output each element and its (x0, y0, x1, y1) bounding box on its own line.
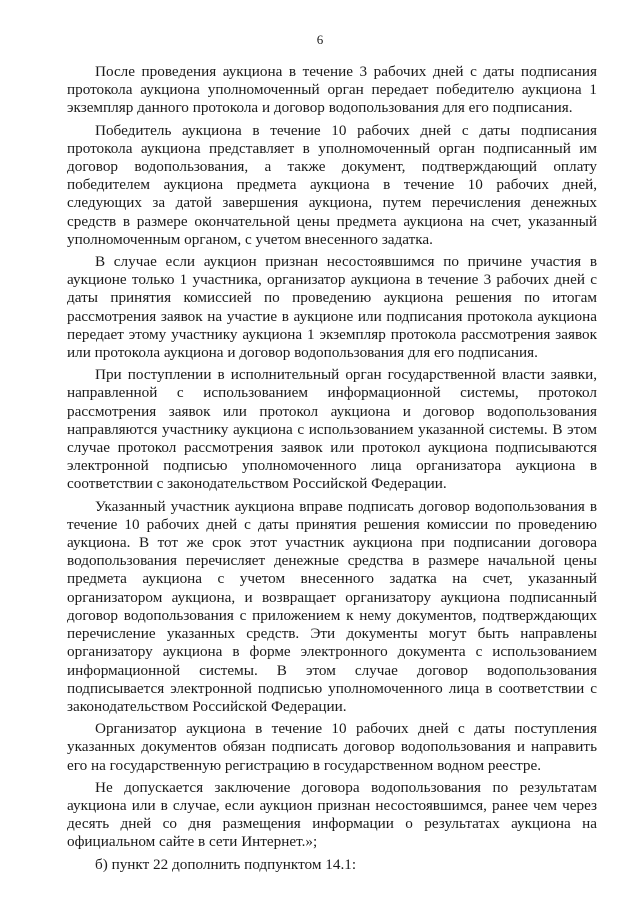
paragraph-4: При поступлении в исполнительный орган государственной власти заявки, направленной с использованием информационной системы, протокол рассмотрения заявок или протокол аукциона и договор водопользования направляются участнику аукциона с использованием указанной системы. В этом случае протокол рассмотрения заявок или протокол аукциона подписываются электронной подписью уполномоченного лица организатора аукциона в соответствии с законодательством Российской Федерации. (67, 366, 597, 493)
paragraph-5: Указанный участник аукциона вправе подписать договор водопользования в течение 10 рабочих дней с даты принятия решения комиссии по проведению аукциона. В тот же срок этот участник аукциона при подписании договора водопользования перечисляет денежные средства в размере начальной цены предмета аукциона с учетом внесенного задатка на счет, указанный организатором аукциона, и возвращает организатору аукциона подписанный договор водопользования с приложением к нему документов, подтверждающих перечисление указанных средств. Эти документы могут быть направлены организатору аукциона в форме электронного документа с использованием информационной системы. В этом случае договор водопользования подписывается электронной подписью уполномоченного лица в соответствии с законодательством Российской Федерации. (67, 497, 597, 715)
paragraph-3: В случае если аукцион признан несостоявшимся по причине участия в аукционе только 1 участника, организатор аукциона в течение 3 рабочих дней с даты принятия комиссией по проведению аукциона решения по итогам рассмотрения заявок на участие в аукционе или подписания протокола аукциона передает этому участнику аукциона 1 экземпляр протокола рассмотрения заявок или протокола аукциона и договор водопользования для его подписания. (67, 253, 597, 362)
paragraph-8: б) пункт 22 дополнить подпунктом 14.1: (95, 855, 357, 873)
paragraph-6: Организатор аукциона в течение 10 рабочих дней с даты поступления указанных документов обязан подписать договор водопользования и направить его на государственную регистрацию в государственном водном реестре. (67, 720, 597, 774)
paragraph-1: После проведения аукциона в течение 3 рабочих дней с даты подписания протокола аукциона уполномоченный орган передает победителю аукциона 1 экземпляр данного протокола и договор водопользования для его подписания. (67, 63, 597, 117)
paragraph-2: Победитель аукциона в течение 10 рабочих дней с даты подписания протокола аукциона представляет в уполномоченный орган подписанный им договор водопользования, а также документ, подтверждающий оплату победителем аукциона предмета аукциона в течение 10 рабочих дней, следующих за датой завершения аукциона, путем перечисления денежных средств в размере окончательной цены предмета аукциона на счет, указанный уполномоченным органом, с учетом внесенного задатка. (67, 121, 597, 248)
paragraph-7: Не допускается заключение договора водопользования по результатам аукциона или в случае, если аукцион признан несостоявшимся, ранее чем через десять дней со дня размещения информации о результатах аукциона на официальном сайте в сети Интернет.»; (67, 778, 597, 851)
document-body (67, 63, 597, 878)
page-number: 6 (316, 32, 324, 47)
